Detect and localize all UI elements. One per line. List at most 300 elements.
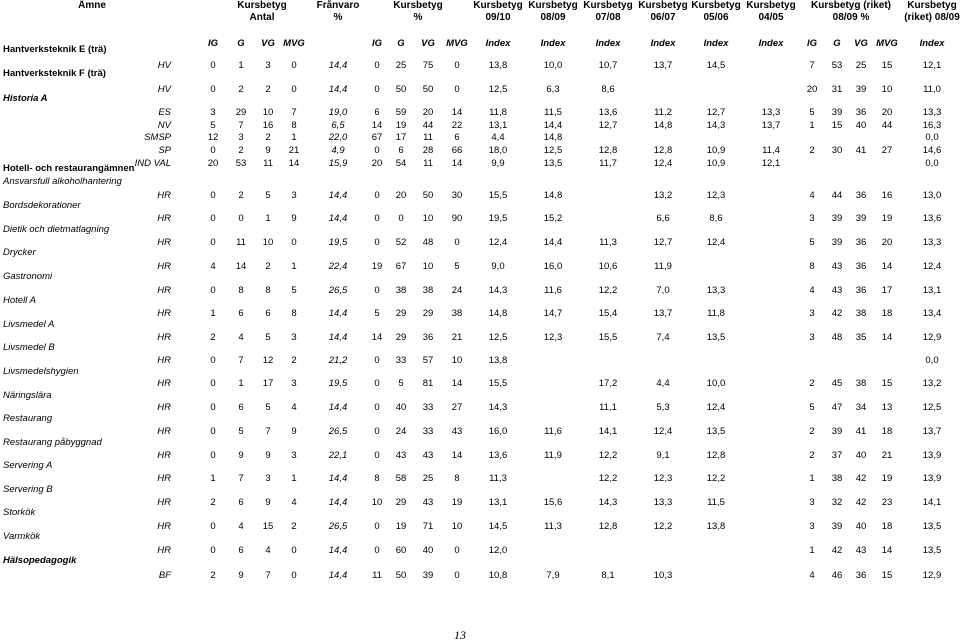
table-cell: 57 [422, 355, 434, 366]
table-cell: 12,3 [706, 190, 726, 201]
table-cell: 39 [831, 213, 843, 224]
table-cell: 0 [454, 60, 460, 71]
table-cell: 19 [881, 473, 893, 484]
table-cell: 14,4 [328, 545, 348, 556]
subheader-cell: MVG [446, 38, 468, 49]
subheader-cell: Index [703, 38, 729, 49]
subject-label: Hotell- och restaurangämnen [3, 163, 135, 174]
table-cell: 0 [374, 521, 380, 532]
subheader-cell: G [237, 38, 245, 49]
table-cell: 13,7 [653, 308, 673, 319]
table-cell: 14,8 [653, 120, 673, 131]
table-cell: 36 [855, 261, 867, 272]
table-cell: 44 [422, 120, 434, 131]
table-cell: 3 [291, 190, 297, 201]
table-cell: 12,2 [598, 285, 618, 296]
table-cell: 21,2 [328, 355, 348, 366]
table-cell: 11,8 [707, 308, 725, 319]
table-cell: 11,7 [599, 158, 617, 169]
table-cell: 10,9 [706, 145, 726, 156]
subject-label: Livsmedel B [3, 342, 55, 353]
table-cell: 2 [809, 450, 815, 461]
table-cell: 9 [291, 426, 297, 437]
table-cell: 8,6 [601, 84, 615, 95]
table-cell: 14 [371, 332, 383, 343]
table-cell: 38 [422, 285, 434, 296]
subject-label: Livsmedelshygien [3, 366, 79, 377]
table-cell: 16,0 [543, 261, 563, 272]
table-cell: 17 [262, 378, 274, 389]
table-cell: 12,4 [706, 237, 726, 248]
table-cell: 14 [371, 120, 383, 131]
table-cell: 27 [881, 145, 893, 156]
table-cell: 9 [265, 497, 271, 508]
subject-label: Historia A [3, 93, 48, 104]
table-cell: 11,9 [544, 450, 562, 461]
column-header-line: Kursbetyg [473, 0, 523, 11]
subheader-cell: MVG [876, 38, 898, 49]
column-header-line: Kursbetyg [638, 0, 688, 11]
table-cell: 19 [371, 261, 383, 272]
table-cell: 10 [881, 84, 893, 95]
table-cell: 5 [809, 237, 815, 248]
table-cell: 7 [265, 570, 271, 581]
table-cell: 2 [265, 132, 271, 143]
program-code: HR [157, 545, 171, 556]
table-cell: 3 [809, 308, 815, 319]
table-cell: 15,5 [488, 378, 508, 389]
table-cell: 1 [809, 545, 815, 556]
table-cell: 8 [809, 261, 815, 272]
table-cell: 3 [809, 521, 815, 532]
table-cell: 14,4 [328, 190, 348, 201]
table-cell: 7 [809, 60, 815, 71]
table-cell: 12,4 [922, 261, 942, 272]
table-cell: 13,6 [488, 450, 508, 461]
table-cell: 15,9 [328, 158, 348, 169]
table-cell: 13,2 [653, 190, 673, 201]
table-cell: 6 [454, 132, 460, 143]
table-cell: 0 [210, 426, 216, 437]
table-cell: 4 [809, 570, 815, 581]
table-cell: 28 [422, 145, 434, 156]
table-cell: 0 [291, 237, 297, 248]
table-cell: 11,9 [654, 261, 672, 272]
subheader-cell: VG [421, 38, 435, 49]
table-cell: 40 [855, 521, 867, 532]
table-cell: 2 [809, 145, 815, 156]
table-cell: 10 [371, 497, 383, 508]
table-cell: 2 [238, 84, 244, 95]
column-header-line: Frånvaro [316, 0, 360, 11]
table-cell: 8 [374, 473, 380, 484]
table-cell: 14,4 [328, 308, 348, 319]
table-cell: 46 [831, 570, 843, 581]
table-cell: 7,0 [656, 285, 670, 296]
table-cell: 44 [881, 120, 893, 131]
table-cell: 20 [395, 190, 407, 201]
table-cell: 11 [263, 158, 273, 169]
program-code: HR [157, 378, 171, 389]
table-cell: 5 [809, 402, 815, 413]
table-cell: 10,6 [598, 261, 618, 272]
table-cell: 7 [238, 120, 244, 131]
table-cell: 21 [881, 450, 893, 461]
table-cell: 75 [422, 60, 434, 71]
table-cell: 42 [831, 308, 843, 319]
program-code: SMSP [144, 132, 171, 143]
table-cell: 36 [855, 237, 867, 248]
column-header-line: 04/05 [758, 12, 784, 23]
table-cell: 12,4 [488, 237, 508, 248]
table-cell: 14,3 [706, 120, 726, 131]
table-cell: 20 [422, 107, 434, 118]
table-cell: 0 [210, 60, 216, 71]
table-cell: 29 [395, 332, 407, 343]
table-cell: 12,8 [598, 145, 618, 156]
table-cell: 45 [831, 378, 843, 389]
table-cell: 17,2 [598, 378, 618, 389]
table-cell: 8 [291, 308, 297, 319]
table-cell: 12,0 [488, 545, 508, 556]
table-cell: 3 [210, 107, 216, 118]
program-code: HR [157, 237, 171, 248]
table-cell: 18 [881, 521, 893, 532]
table-cell: 10,0 [543, 60, 563, 71]
table-cell: 3 [291, 450, 297, 461]
table-cell: 24 [451, 285, 463, 296]
table-cell: 29 [235, 107, 247, 118]
table-cell: 14 [451, 107, 463, 118]
column-header-line: Kursbetyg [393, 0, 443, 11]
table-cell: 13,6 [598, 107, 618, 118]
program-code: HR [157, 261, 171, 272]
table-cell: 29 [395, 497, 407, 508]
table-cell: 9 [238, 450, 244, 461]
table-cell: 0 [210, 237, 216, 248]
program-code: NV [157, 120, 171, 131]
table-cell: 33 [422, 402, 434, 413]
table-cell: 9,0 [491, 261, 505, 272]
table-cell: 12,4 [653, 158, 673, 169]
table-cell: 0 [454, 570, 460, 581]
table-cell: 11,4 [762, 145, 780, 156]
table-cell: 7,9 [546, 570, 560, 581]
table-cell: 43 [451, 426, 463, 437]
table-cell: 10,9 [706, 158, 726, 169]
table-cell: 12,2 [598, 450, 618, 461]
table-cell: 33 [422, 426, 434, 437]
subheader-cell: Index [485, 38, 511, 49]
table-cell: 36 [855, 570, 867, 581]
table-cell: 40 [395, 402, 407, 413]
table-cell: 13,9 [922, 473, 942, 484]
table-cell: 14 [451, 158, 463, 169]
table-cell: 15,5 [598, 332, 618, 343]
table-cell: 4,4 [491, 132, 505, 143]
table-cell: 15 [881, 570, 893, 581]
table-cell: 21 [451, 332, 463, 343]
table-cell: 26,5 [328, 426, 348, 437]
table-cell: 5 [374, 308, 380, 319]
table-cell: 3 [238, 132, 244, 143]
table-cell: 8 [291, 120, 297, 131]
table-cell: 14,3 [598, 497, 618, 508]
program-code: SP [158, 145, 171, 156]
subheader-cell: G [833, 38, 841, 49]
program-code: ES [158, 107, 171, 118]
subject-label: Näringslära [3, 390, 52, 401]
table-cell: 3 [809, 213, 815, 224]
table-cell: 71 [422, 521, 434, 532]
program-code: HV [157, 60, 171, 71]
column-header-line: Kursbetyg [691, 0, 741, 11]
subject-label: Bordsdekorationer [3, 200, 81, 211]
subject-label: Gastronomi [3, 271, 53, 282]
subheader-cell: Index [919, 38, 945, 49]
table-cell: 6 [398, 145, 404, 156]
table-cell: 41 [855, 426, 867, 437]
table-cell: 18 [881, 308, 893, 319]
column-header-line: 07/08 [595, 12, 621, 23]
table-cell: 5 [398, 378, 404, 389]
table-cell: 90 [451, 213, 463, 224]
table-cell: 40 [855, 120, 867, 131]
table-cell: 5 [238, 426, 244, 437]
table-cell: 10,7 [598, 60, 618, 71]
table-cell: 8 [454, 473, 460, 484]
table-cell: 7,4 [656, 332, 670, 343]
table-cell: 13,4 [922, 308, 942, 319]
subject-label: Varmkök [3, 531, 41, 542]
table-cell: 7 [265, 426, 271, 437]
subject-label: Dietik och dietmatlagning [3, 224, 110, 235]
table-cell: 12,2 [653, 521, 673, 532]
table-cell: 3 [265, 473, 271, 484]
table-cell: 9 [265, 450, 271, 461]
table-cell: 11,3 [489, 473, 507, 484]
table-cell: 7 [291, 107, 297, 118]
table-cell: 36 [855, 285, 867, 296]
table-cell: 0 [374, 545, 380, 556]
subject-label: Servering A [3, 460, 53, 471]
table-cell: 2 [265, 261, 271, 272]
table-cell: 0 [291, 545, 297, 556]
table-cell: 0 [454, 84, 460, 95]
table-cell: 13,7 [653, 60, 673, 71]
table-cell: 30 [831, 145, 843, 156]
table-cell: 12,5 [488, 84, 508, 95]
table-cell: 38 [395, 285, 407, 296]
table-cell: 1 [265, 213, 271, 224]
table-cell: 9 [238, 570, 244, 581]
table-cell: 15 [262, 521, 274, 532]
table-cell: 0,0 [925, 355, 939, 366]
table-cell: 3 [809, 497, 815, 508]
table-cell: 9,9 [491, 158, 505, 169]
table-cell: 43 [395, 450, 407, 461]
table-cell: 2 [210, 497, 216, 508]
table-cell: 0 [398, 213, 404, 224]
table-cell: 14,7 [543, 308, 563, 319]
table-cell: 15,2 [543, 213, 563, 224]
table-cell: 58 [395, 473, 407, 484]
table-cell: 13,1 [488, 497, 508, 508]
column-header-line: Kursbetyg (riket) [810, 0, 891, 11]
table-cell: 39 [831, 237, 843, 248]
table-cell: 10 [262, 237, 274, 248]
table-cell: 48 [831, 332, 843, 343]
table-cell: 12,2 [706, 473, 726, 484]
column-header-line: 05/06 [703, 12, 729, 23]
table-cell: 13,5 [706, 426, 726, 437]
table-cell: 39 [831, 521, 843, 532]
table-cell: 0 [210, 450, 216, 461]
table-cell: 38 [855, 308, 867, 319]
table-cell: 13,7 [761, 120, 781, 131]
table-cell: 0 [210, 402, 216, 413]
table-cell: 14,6 [922, 145, 942, 156]
table-cell: 13,8 [488, 60, 508, 71]
table-cell: 53 [831, 60, 843, 71]
table-cell: 10,3 [653, 570, 673, 581]
subheader-cell: IG [207, 38, 219, 49]
table-cell: 21 [288, 145, 300, 156]
table-cell: 33 [395, 355, 407, 366]
table-cell: 43 [831, 285, 843, 296]
table-cell: 12,8 [653, 145, 673, 156]
program-code: HR [157, 355, 171, 366]
table-cell: 13,8 [706, 521, 726, 532]
table-cell: 6,3 [546, 84, 560, 95]
table-cell: 0 [210, 145, 216, 156]
table-cell: 10 [262, 107, 274, 118]
table-cell: 12,8 [598, 521, 618, 532]
table-cell: 13,5 [922, 545, 942, 556]
table-cell: 41 [855, 145, 867, 156]
table-cell: 12,3 [543, 332, 563, 343]
table-cell: 16,3 [922, 120, 942, 131]
table-cell: 6 [238, 545, 244, 556]
table-cell: 13,8 [488, 355, 508, 366]
table-cell: 1 [291, 261, 297, 272]
table-cell: 11,5 [544, 107, 562, 118]
table-cell: 10 [422, 213, 434, 224]
program-code: HR [157, 213, 171, 224]
table-cell: 5 [265, 332, 271, 343]
table-cell: 43 [422, 450, 434, 461]
table-cell: 59 [395, 107, 407, 118]
table-cell: 1 [291, 132, 297, 143]
table-cell: 26,5 [328, 285, 348, 296]
column-header-line: Kursbetyg [907, 0, 957, 11]
subheader-cell: Index [650, 38, 676, 49]
table-cell: 2 [210, 570, 216, 581]
table-cell: 16 [881, 190, 893, 201]
table-cell: 22,1 [328, 450, 348, 461]
table-cell: 6,5 [331, 120, 345, 131]
table-cell: 0 [210, 213, 216, 224]
table-cell: 1 [238, 60, 244, 71]
table-cell: 0 [210, 355, 216, 366]
table-cell: 2 [291, 355, 297, 366]
table-cell: 17 [881, 285, 893, 296]
table-cell: 13,5 [543, 158, 563, 169]
table-cell: 12,9 [922, 332, 942, 343]
column-header-line: (riket) 08/09 [904, 12, 960, 23]
subheader-cell: Index [540, 38, 566, 49]
table-cell: 6 [238, 402, 244, 413]
subheader-cell: G [397, 38, 405, 49]
table-cell: 19,0 [328, 107, 348, 118]
table-cell: 14 [451, 378, 463, 389]
table-cell: 2 [809, 378, 815, 389]
table-cell: 7 [238, 355, 244, 366]
table-cell: 47 [831, 402, 843, 413]
table-cell: 36 [855, 107, 867, 118]
table-cell: 5 [291, 285, 297, 296]
page-number: 13 [454, 628, 466, 642]
table-cell: 0 [210, 190, 216, 201]
program-code: BF [158, 570, 171, 581]
table-cell: 8 [265, 285, 271, 296]
table-cell: 6 [374, 107, 380, 118]
table-cell: 0 [374, 190, 380, 201]
table-cell: 48 [422, 237, 434, 248]
table-cell: 12,1 [761, 158, 781, 169]
table-cell: 11,5 [707, 497, 725, 508]
table-cell: 32 [831, 497, 843, 508]
table-cell: 0 [454, 545, 460, 556]
table-cell: 39 [831, 107, 843, 118]
table-cell: 67 [395, 261, 407, 272]
program-code: HR [157, 426, 171, 437]
subheader-cell: MVG [283, 38, 305, 49]
subheader-cell: VG [854, 38, 868, 49]
table-cell: 4 [238, 332, 244, 343]
table-cell: 66 [451, 145, 463, 156]
table-cell: 15,4 [598, 308, 618, 319]
table-cell: 14,4 [328, 213, 348, 224]
table-cell: 5 [265, 402, 271, 413]
table-cell: 19,5 [328, 378, 348, 389]
table-cell: 0 [374, 426, 380, 437]
table-cell: 39 [422, 570, 434, 581]
table-cell: 2 [238, 145, 244, 156]
table-cell: 0 [374, 378, 380, 389]
table-cell: 11,3 [544, 521, 562, 532]
table-cell: 3 [291, 332, 297, 343]
table-cell: 4 [265, 545, 271, 556]
table-cell: 50 [395, 570, 407, 581]
table-cell: 4 [238, 521, 244, 532]
table-cell: 14,1 [922, 497, 942, 508]
table-cell: 4,4 [656, 378, 670, 389]
table-cell: 6 [265, 308, 271, 319]
table-cell: 13 [881, 402, 893, 413]
table-cell: 13,5 [706, 332, 726, 343]
column-header-line: 08/09 % [832, 12, 870, 23]
table-cell: 39 [855, 84, 867, 95]
table-cell: 0 [374, 145, 380, 156]
table-cell: 4 [809, 190, 815, 201]
table-cell: 14,1 [598, 426, 618, 437]
program-code: HV [157, 84, 171, 95]
table-cell: 18,0 [488, 145, 508, 156]
table-cell: 42 [831, 545, 843, 556]
table-cell: 53 [235, 158, 247, 169]
table-cell: 2 [809, 426, 815, 437]
